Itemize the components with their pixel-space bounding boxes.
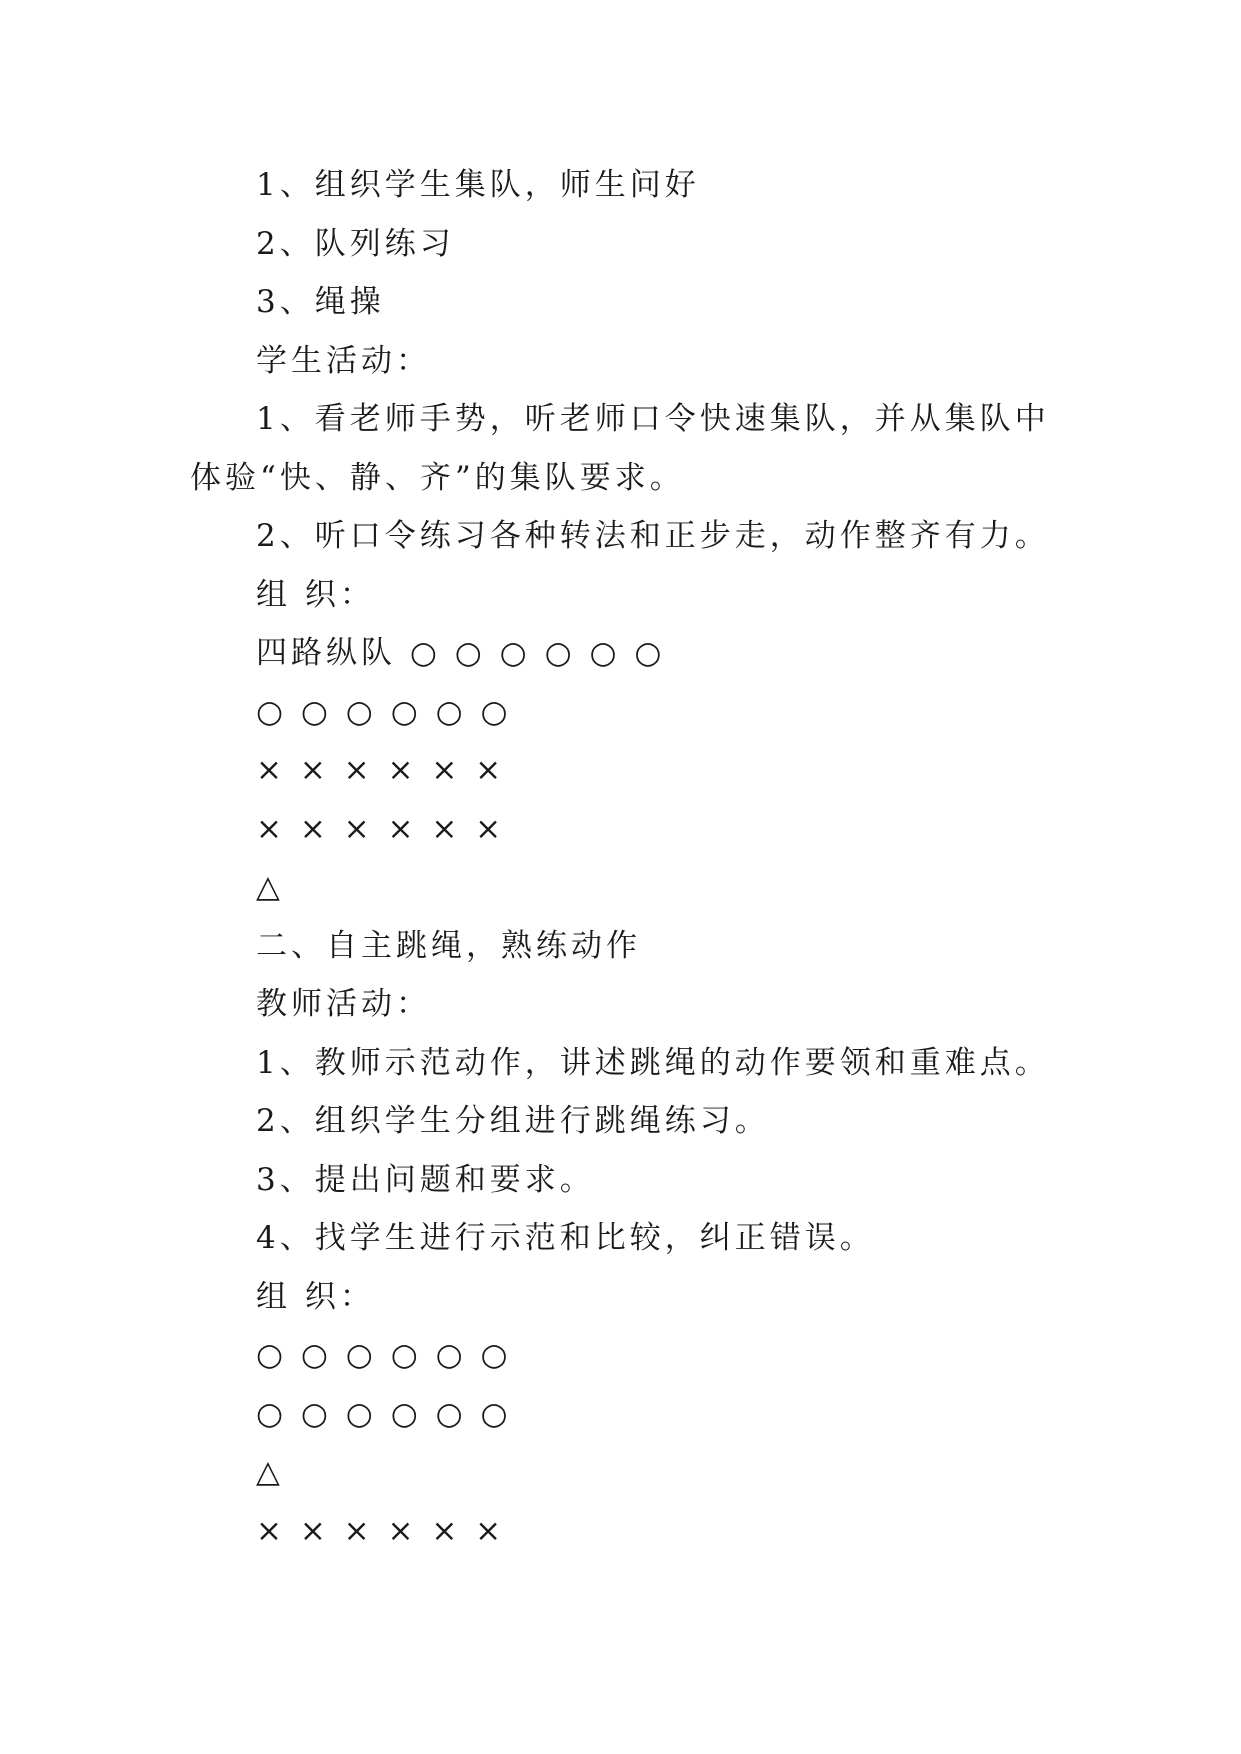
formation-row-circles: ○ ○ ○ ○ ○ ○ xyxy=(256,693,512,730)
paragraph-organize-lineup: 1、组织学生集队，师生问好 xyxy=(256,167,700,203)
formation-row-crosses: × × × × × × xyxy=(256,1512,506,1549)
paragraph-teacher-groups: 2、组织学生分组进行跳绳练习。 xyxy=(256,1103,770,1139)
heading-student-activity: 学生活动： xyxy=(256,342,431,379)
heading-organization: 组 织： xyxy=(256,576,375,613)
section-heading-jump-rope: 二、自主跳绳，熟练动作 xyxy=(256,927,641,964)
paragraph-teacher-questions: 3、提出问题和要求。 xyxy=(256,1161,595,1198)
paragraph-teacher-correction: 4、找学生进行示范和比较，纠正错误。 xyxy=(256,1220,875,1256)
heading-organization: 组 织： xyxy=(256,1278,375,1315)
formation-row-circles: ○ ○ ○ ○ ○ ○ xyxy=(256,1395,512,1432)
paragraph-rope-exercise: 3、绳操 xyxy=(256,284,385,320)
paragraph-student-commands: 2、听口令练习各种转法和正步走，动作整齐有力。 xyxy=(256,518,1050,554)
paragraph-teacher-demo: 1、教师示范动作，讲述跳绳的动作要领和重难点。 xyxy=(256,1044,1050,1081)
document-body xyxy=(190,156,1060,1560)
formation-teacher-triangle: △ xyxy=(256,1454,284,1490)
formation-row-circles: ○ ○ ○ ○ ○ ○ xyxy=(256,1337,512,1373)
formation-row-circles-labeled: 四路纵队 ○ ○ ○ ○ ○ ○ xyxy=(256,635,666,671)
heading-teacher-activity: 教师活动： xyxy=(256,986,431,1022)
formation-row-crosses: × × × × × × xyxy=(256,810,506,847)
paragraph-drill-practice: 2、队列练习 xyxy=(256,225,455,262)
formation-teacher-triangle: △ xyxy=(256,869,284,905)
formation-row-crosses: × × × × × × xyxy=(256,752,506,788)
paragraph-student-lineup: 1、看老师手势，听老师口令快速集队，并从集队中体验“快、静、齐”的集队要求。 xyxy=(190,401,1050,496)
